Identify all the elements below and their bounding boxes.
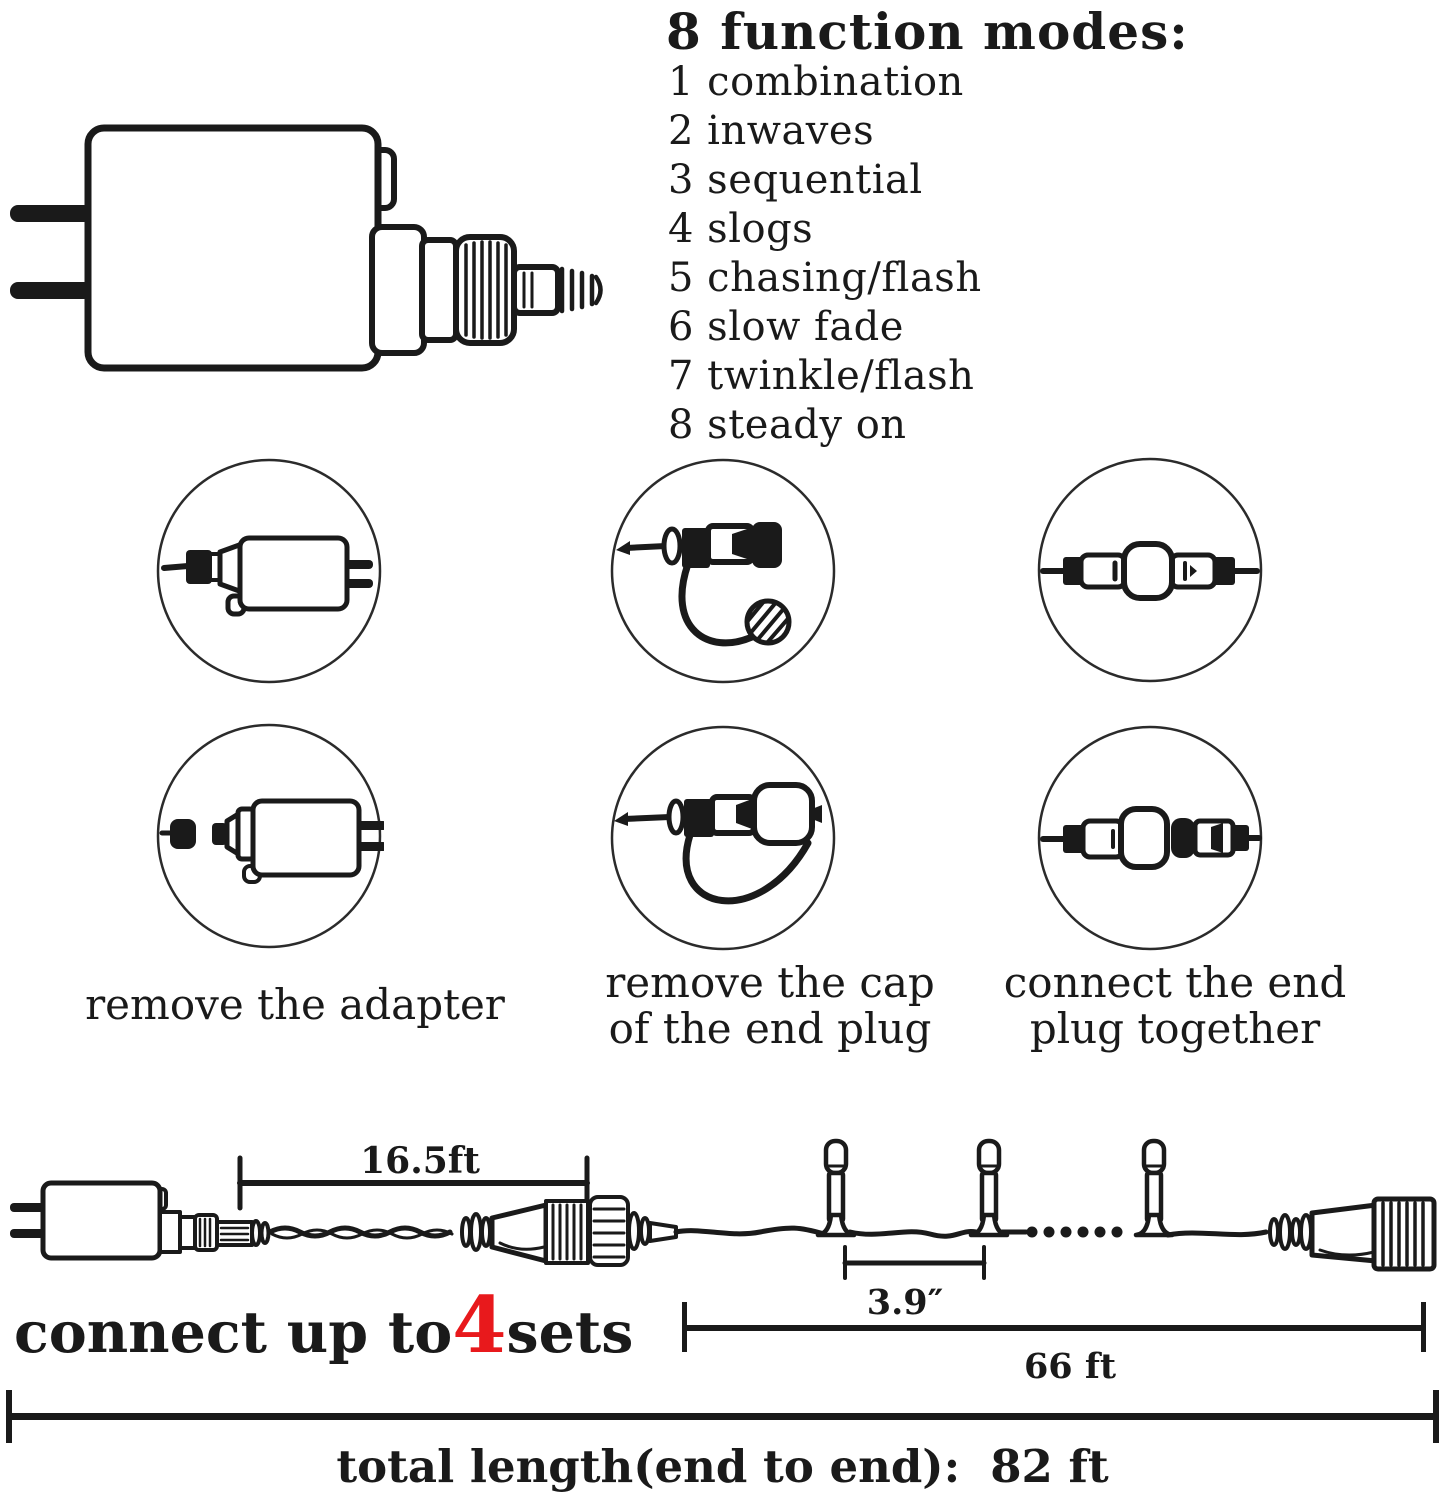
- total-length-dim-tick: [6, 1390, 12, 1443]
- lit-length-label: 66 ft: [1023, 1346, 1117, 1387]
- connect-suffix: sets: [506, 1299, 634, 1366]
- string-light-diagram: [0, 1135, 1445, 1300]
- lit-length-dim-tick: [1421, 1302, 1426, 1352]
- total-length-dim-bar: [8, 1413, 1437, 1420]
- adapter-body: [88, 128, 378, 368]
- page-title: 8 function modes:: [666, 2, 1189, 61]
- caption-remove-adapter: remove the adapter: [85, 980, 505, 1029]
- diagram-adapter: [10, 1183, 269, 1258]
- plugs-connected-icon: [1035, 455, 1265, 685]
- total-length-text: [0, 1440, 1445, 1493]
- lead-length-label: 16.5ft: [360, 1140, 480, 1182]
- wire: [1168, 1232, 1266, 1235]
- plug-shaft: [514, 267, 558, 313]
- connect-sets-text: [14, 1280, 634, 1371]
- adapter-prong: [10, 205, 92, 222]
- end-plug-with-cap-icon: [608, 723, 838, 953]
- connect-count: 4: [452, 1280, 507, 1371]
- mode-item: 7 twinkle/flash: [668, 353, 975, 399]
- mode-item: 1 combination: [668, 59, 964, 105]
- mode-item: 4 slogs: [668, 206, 814, 252]
- mode-item: 2 inwaves: [668, 108, 875, 154]
- function-modes-list: [668, 58, 982, 450]
- plugs-connecting-icon: [1035, 723, 1265, 953]
- total-length-value: 82 ft: [990, 1440, 1109, 1493]
- lit-length-dim-bar: [684, 1325, 1424, 1331]
- adapter-removed-icon: [154, 721, 384, 951]
- caption-connect-plug: [950, 960, 1400, 1052]
- caption-line: plug together: [1029, 1004, 1321, 1053]
- threaded-tip: [562, 269, 601, 311]
- adapter-with-connector-icon: [154, 456, 384, 686]
- end-plug-cap-removed-icon: [608, 456, 838, 686]
- led-bulb: [818, 1141, 854, 1235]
- total-length-dim-tick: [1433, 1390, 1439, 1443]
- mode-item: 6 slow fade: [668, 304, 904, 350]
- mode-item: 8 steady on: [668, 402, 907, 448]
- end-plug: [1270, 1199, 1434, 1269]
- twisted-wire: [270, 1228, 452, 1238]
- wire: [850, 1232, 976, 1237]
- mode-item: 3 sequential: [668, 157, 923, 203]
- bulb-spacing-label: 3.9″: [866, 1282, 944, 1323]
- caption-remove-cap: [545, 960, 995, 1052]
- mode-item: 5 chasing/flash: [668, 255, 982, 301]
- led-bulb: [1136, 1141, 1172, 1235]
- bulb-spacing-dimension: [845, 1247, 984, 1278]
- wire: [676, 1228, 824, 1234]
- continuation-dots: [1027, 1227, 1123, 1238]
- coupling-connector: [462, 1197, 676, 1265]
- led-bulb: [971, 1141, 1007, 1235]
- connect-prefix: connect up to: [14, 1299, 453, 1366]
- caption-line: connect the end: [1003, 958, 1347, 1007]
- caption-line: of the end plug: [608, 1004, 932, 1053]
- caption-line: remove the cap: [605, 958, 935, 1007]
- adapter-prong: [10, 282, 92, 299]
- power-adapter-drawing: [0, 55, 640, 400]
- lit-length-dim-tick: [682, 1302, 687, 1352]
- total-length-label: total length(end to end):: [336, 1440, 961, 1493]
